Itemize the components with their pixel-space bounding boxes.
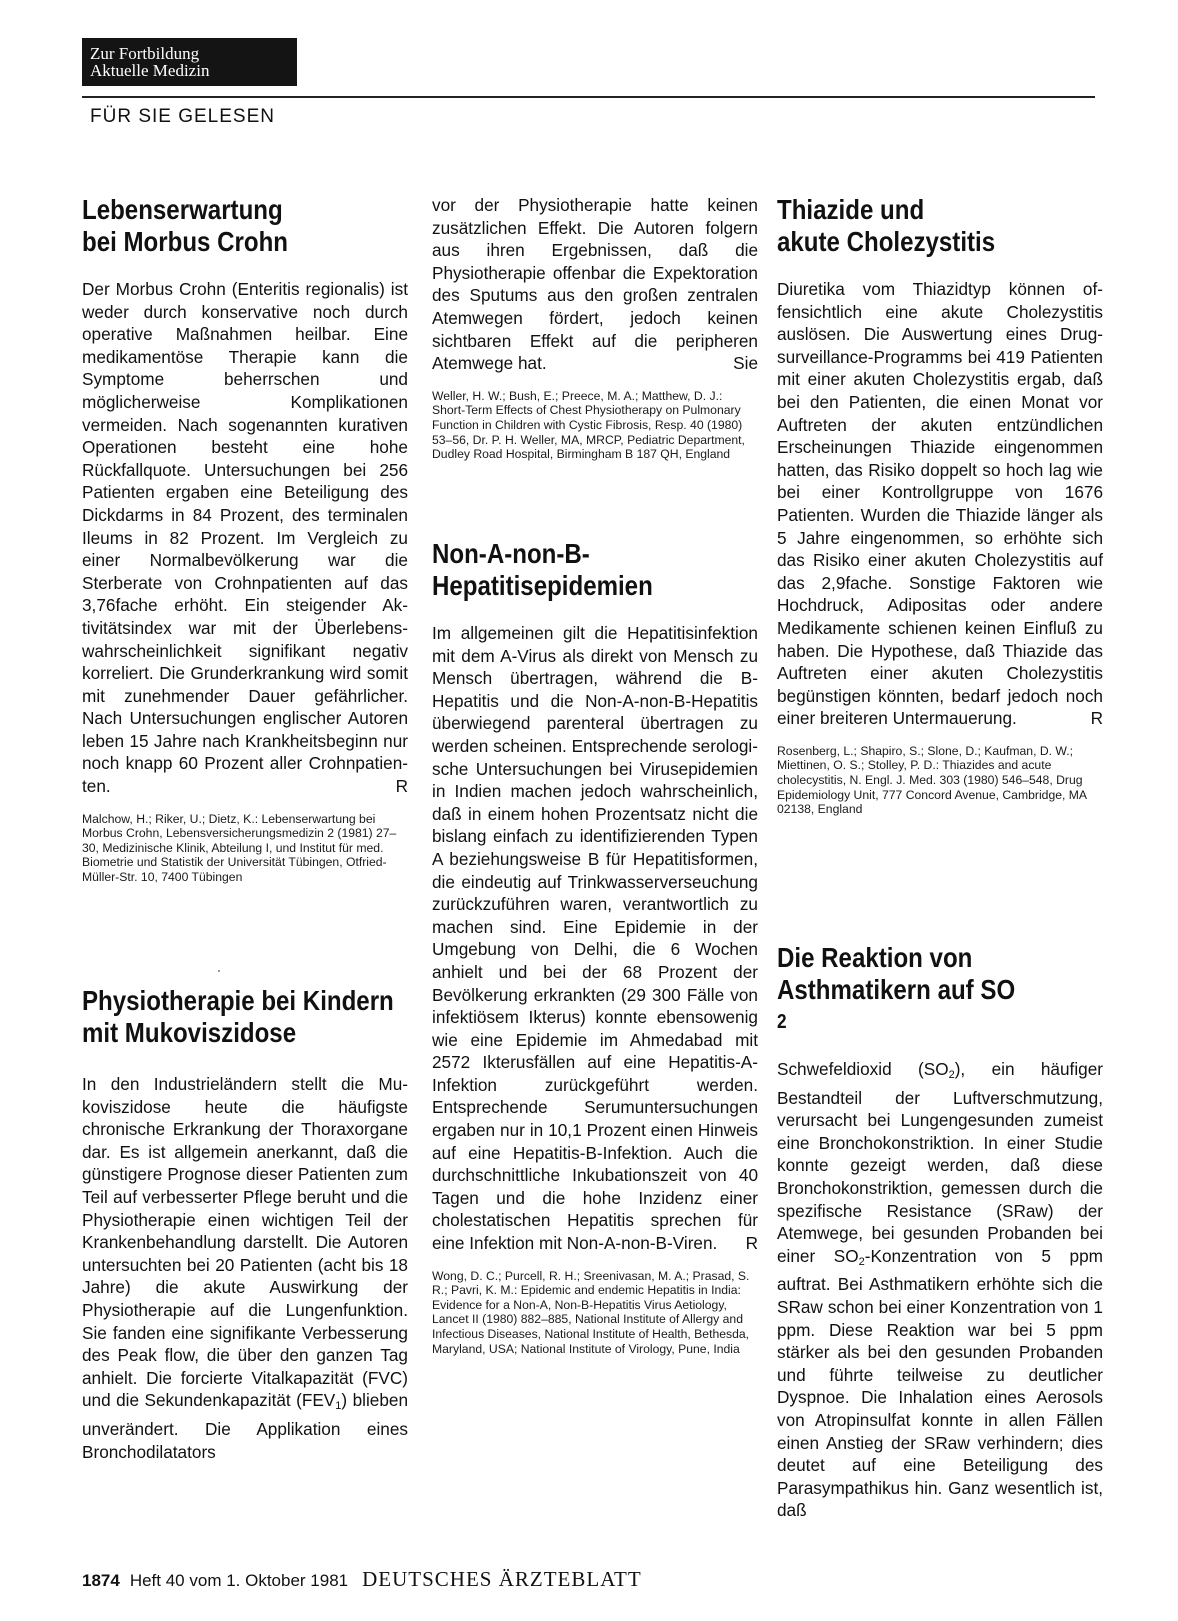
article-crohn-signature: R [395, 776, 408, 797]
article-hepatitis [432, 538, 758, 1356]
journal-name: DEUTSCHES ÄRZTEBLATT [362, 1567, 642, 1591]
section-label [82, 38, 297, 86]
header-rule [82, 96, 1095, 98]
article-physio-continued [432, 194, 758, 462]
article-physio-body-cont: vor der Physiotherapie hatte keinen zusätzlichen Effekt. Die Autoren folgern aus ihren Ergebnissen, daß die Physiotherapie offenbar die Expektoration des Sputums aus den großen zentralen Atemwegen fördert, jedoch keinen sichtbaren Effekt auf die peripheren Atemwege hat. Sie [432, 195, 758, 374]
article-crohn [82, 194, 408, 885]
article-thiazide-signature: R [1090, 708, 1103, 729]
article-physio-title: Physiotherapie bei Kindern mit Mukoviszidose [82, 985, 394, 1048]
page-footer [82, 1567, 642, 1592]
article-so2 [777, 942, 1103, 1522]
article-so2-title: Die Reaktion von Asthmatikern auf SO 2 [777, 942, 1016, 1033]
page-number: 1874 [82, 1571, 120, 1590]
section-label-line1: Zur Fortbildung [90, 44, 200, 63]
article-thiazide-title: Thiazide und akute Cholezystitis [777, 194, 996, 257]
article-thiazide-reference: Rosenberg, L.; Shapiro, S.; Slone, D.; Kaufman, D. W.; Miettinen, O. S.; Stolley, P. D.: Thiazides and acute cholecystitis, N. Engl. J. Med. 303 (1980) 546–548, Drug Epidemiology Unit, 777 Concord Avenue, Cambridge, MA 02138, England [777, 743, 1087, 817]
article-crohn-reference: Malchow, H.; Riker, U.; Dietz, K.: Lebenserwartung bei Morbus Crohn, Lebensversicherungsmedizin 2 (1981) 27–30, Medizinische Klinik, Abteilung I, und Institut für med. Biometrie und Statistik der Universität Tübingen, Otfried-Müller-Str. 10, 7400 Tübingen [82, 811, 397, 885]
section-label-line2: Aktuelle Medizin [90, 61, 210, 80]
article-physio-body: In den Industrieländern stellt die Mukoviszidose heute die häufigste chronische Erkrankung der Thoraxorgane dar. Es ist allgemein anerkannt, daß die günstigere Prognose dieser Patienten zum Teil auf verbesserter Pflege beruht und die Physiotherapie einen wichtigen Teil der Krankenbehandlung darstellt. Die Autoren untersuchten bei 20 Patienten (acht bis 18 Jahre) die akute Auswirkung der Physiotherapie auf die Lungenfunktion. Sie fanden eine signifikante Verbesserung des Peak flow, die über den ganzen Tag anhielt. Die forcierte Vitalkapazität (FVC) und die Sekundenkapazität $(FEV_1)$ blieben unverändert. Die Applikation eines Bronchodilatators [82, 1074, 408, 1462]
article-hepatitis-reference: Wong, D. C.; Purcell, R. H.; Sreenivasan, M. A.; Prasad, S. R.; Pavri, K. M.: Epidemic and endemic Hepatitis in India: Evidence for a Non-A, Non-B-Hepatitis Virus Aetiology, Lancet II (1980) 882–885, National Institute of Allergy and Infectious Diseases, National Institute of Health, Bethesda, Maryland, USA; National Institute of Virology, Pune, India [432, 1268, 750, 1356]
article-physio-signature: Sie [733, 353, 758, 374]
article-so2-body: Schwefeldioxid $(SO_2)$, ein häufiger Bestandteil der Luftverschmutzung, verursacht bei Lungengesunden zumeist eine Bronchokonstriktion. In einer Studie konnte gezeigt werden, daß diese Bronchokonstriktion, gemessen durch die spezifische Resistance (SRaw) der Atemwege, bei gesunden Probanden bei einer $SO_2$-Konzentration von 5 ppm auftrat. Bei Asthmatikern erhöhte sich die SRaw schon bei einer Konzentration von 1 ppm. Diese Reaktion war bei 5 ppm stärker als bei den gesunden Probanden und führte teilweise zu deutlicher Dyspnoe. Die Inhalation eines Aerosols von Atropinsulfat konnte in allen Fällen einen Anstieg der SRaw verhindern; dies deutet auf eine Beteiligung des Parasympathikus hin. Ganz wesentlich ist, daß [777, 1059, 1103, 1521]
article-hepatitis-body: Im allgemeinen gilt die Hepatitisinfektion mit dem A-Virus als direkt von Mensch zu Mensch übertragen, während die B-Hepatitis und die Non-A-non-B-Hepatitis überwiegend parenteral übertragen zu werden scheinen. Entsprechende serologische Untersuchungen bei Virusepidemien in Indien machen jedoch wahrscheinlich, daß in einem hohen Prozentsatz nicht die bislang einfach zu identifizierenden Typen A beziehungsweise B für Hepatitisformen, die eindeutig auf Trinkwasserverseuchung zurückzuführen waren, verantwortlich zu machen sind. Eine Epidemie in der Umgebung von Delhi, die 6 Wochen anhielt und bei der 68 Prozent der Bevölkerung erkrankten (29 300 Fälle von infektiösem Ikterus) konnte ebensowenig wie eine Epidemie im Ahmedabad mit 2572 Ikterusfällen auf eine Hepatitis-A-Infektion zurückgeführt werden. Entsprechende Serumuntersuchungen ergaben nur in 10,1 Prozent einen Hinweis auf eine Hepatitis-B-Infektion. Auch die durchschnittliche Inkubationszeit von 40 Tagen und die hohe Inzidenz einer cholestatischen Hepatitis sprechen für eine Infektion mit Non-A-non-B-Viren. R [432, 623, 758, 1254]
rubric-title: FÜR SIE GELESEN [90, 106, 275, 127]
divider-dot [218, 970, 220, 972]
issue-info: Heft 40 vom 1. Oktober 1981 [129, 1571, 349, 1590]
article-crohn-body: Der Morbus Crohn (Enteritis regionalis) ist weder durch konservative noch durch operative Maßnahmen heilbar. Eine medikamentöse Therapie kann die Symptome beherrschen und möglicherweise Komplikationen vermeiden. Nach sogenannten kurativen Operationen besteht eine hohe Rückfallquote. Untersuchungen bei 256 Patienten ergaben eine Beteiligung des Dickdarms in 84 Prozent, des terminalen Ileums in 82 Prozent. Im Vergleich zu einer Normalbevölkerung war die Sterberate von Crohnpatienten auf das 3,76fache erhöht. Ein steigender Aktivitätsindex war mit der Überlebenswahrscheinlichkeit signifikant negativ korreliert. Die Grunderkrankung wird somit mit zunehmender Dauer gefährlicher. Nach Untersuchungen englischer Autoren leben 15 Jahre nach Krankheitsbeginn nur noch knapp 60 Prozent aller Crohnpatienten. R [82, 279, 408, 797]
article-physio [82, 985, 408, 1463]
article-thiazide [777, 194, 1103, 817]
article-crohn-title: Lebenserwartung bei Morbus Crohn [82, 194, 289, 257]
article-thiazide-body: Diuretika vom Thiazidtyp können offensichtlich eine akute Cholezystitis auslösen. Die Auswertung eines Drug-surveillance-Programms bei 419 Patienten mit einer akuten Cholezystitis ergab, daß bei den Patienten, die einen Monat vor Auftreten der akuten entzündlichen Erscheinungen Thiazide eingenommen hatten, das Risiko doppelt so hoch lag wie bei einer Kontrollgruppe von 1676 Patienten. Wurden die Thiazide länger als 5 Jahre eingenommen, so erhöhte sich das Risiko einer akuten Cholezystitis auf das 2,9fache. Sonstige Faktoren wie Hochdruck, Adipositas oder andere Medikamente schienen keinen Einfluß zu haben. Die Hypothese, daß Thiazide das Auftreten einer akuten Cholezystitis begünstigen könnten, bedarf jedoch noch einer breiteren Untermauerung. R [777, 279, 1103, 729]
article-hepatitis-signature: R [745, 1233, 758, 1254]
article-physio-reference: Weller, H. W.; Bush, E.; Preece, M. A.; Matthew, D. J.: Short-Term Effects of Chest Physiotherapy on Pulmonary Function in Children with Cystic Fibrosis, Resp. 40 (1980) 53–56, Dr. P. H. Weller, MA, MRCP, Pediatric Department, Dudley Road Hospital, Birmingham B 187 QH, England [432, 388, 745, 462]
article-hepatitis-title: Non-A-non-B- Hepatitisepidemien [432, 538, 653, 601]
